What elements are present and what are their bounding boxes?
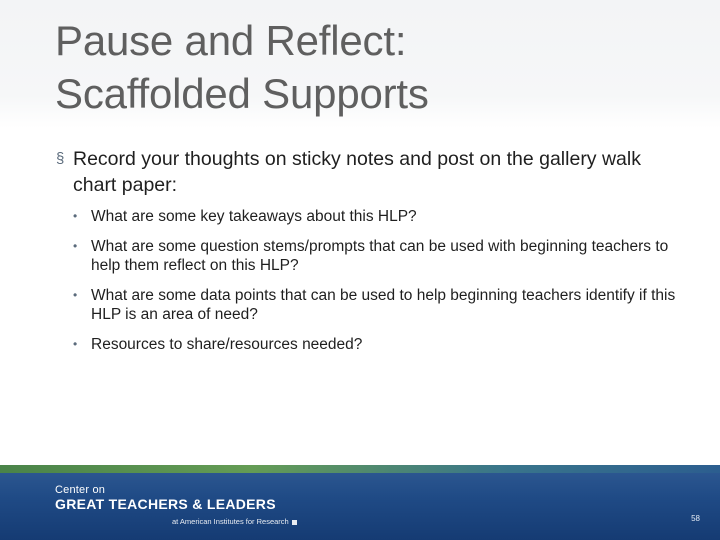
main-bullet [56,146,686,198]
slide-title [55,14,695,120]
sub-bullet-text: What are some key takeaways about this HLP? [91,208,417,225]
logo-tagline: at American Institutes for Research [172,517,289,526]
slide-content [56,146,686,365]
bullet-dot-icon: • [73,288,78,302]
bullet-dot-icon: • [73,209,78,223]
page-number: 58 [691,514,700,523]
sub-bullet-text: What are some question stems/prompts that can be used with beginning teachers to help them reflect on this HLP? [91,238,669,274]
main-bullet-text: Record your thoughts on sticky notes and post on the gallery walk chart paper: [73,148,641,196]
sub-bullet-item [56,335,686,354]
logo-square-icon [292,520,297,525]
title-line-2: Scaffolded Supports [55,70,429,117]
sub-bullet-item [56,207,686,226]
organization-logo [55,484,289,526]
logo-line-2: GREAT TEACHERS & LEADERS [55,496,276,512]
title-line-1: Pause and Reflect: [55,17,407,64]
sub-bullet-item [56,286,686,324]
bullet-dot-icon: • [73,337,78,351]
logo-line-1: Center on [55,484,106,496]
section-bullet-icon: § [56,150,65,167]
sub-bullet-item [56,237,686,275]
footer-stripe [0,465,720,473]
sub-bullet-list [56,207,686,354]
sub-bullet-text: What are some data points that can be used to help beginning teachers identify if this HLP is an area of need? [91,287,676,323]
logo-line-3 [172,518,297,526]
sub-bullet-text: Resources to share/resources needed? [91,336,363,353]
bullet-dot-icon: • [73,239,78,253]
